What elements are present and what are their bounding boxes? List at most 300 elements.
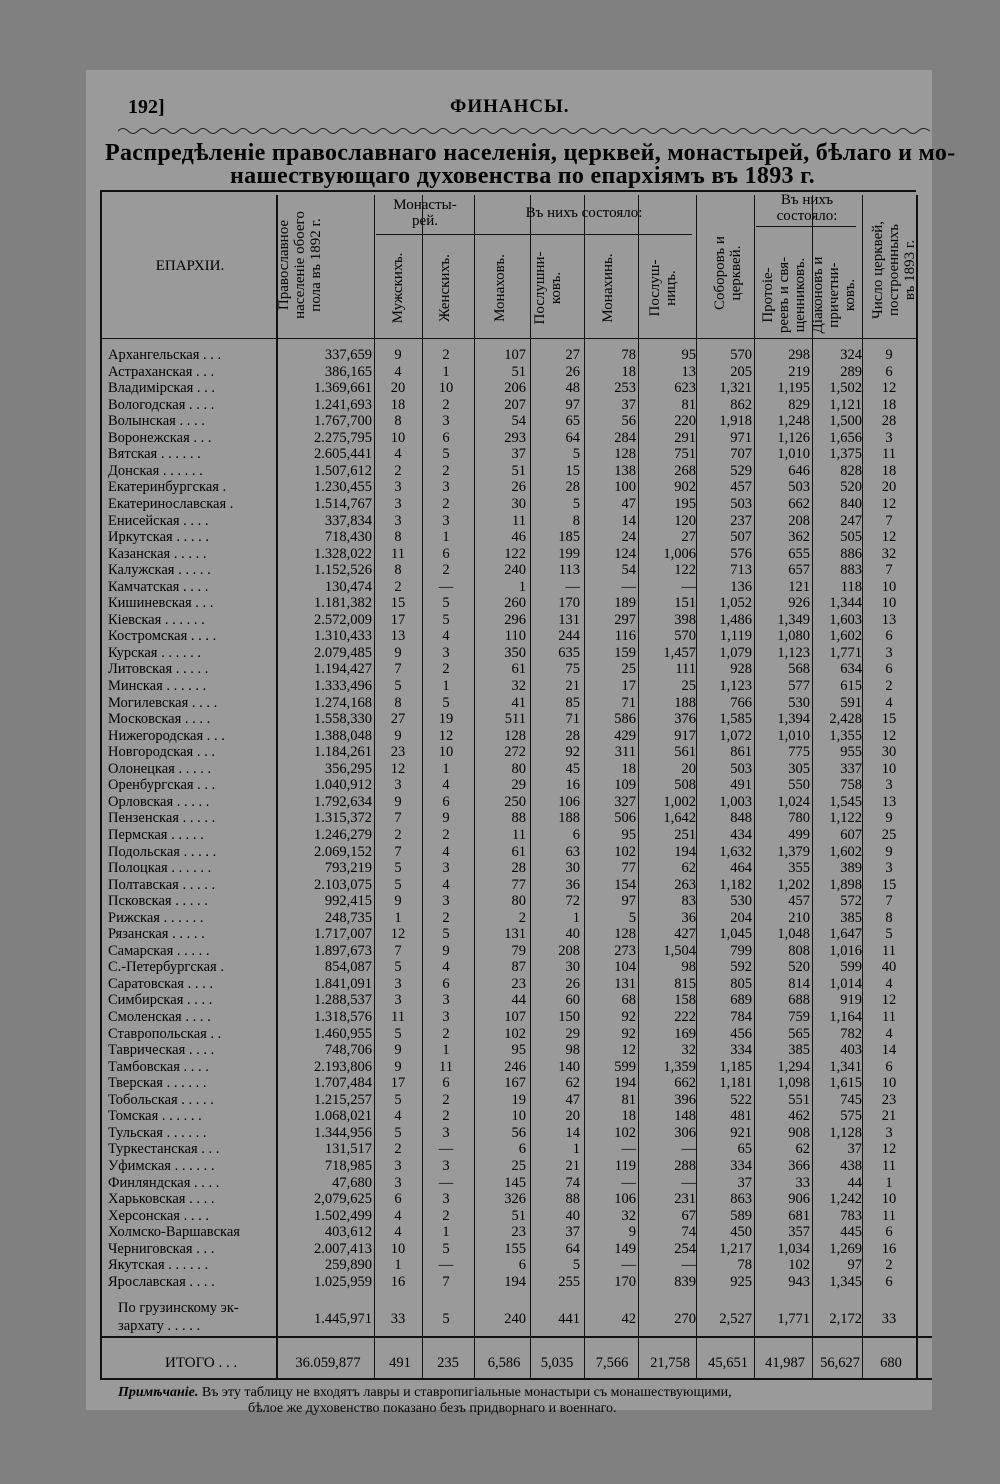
table-cell: 148: [674, 1108, 696, 1125]
table-cell: 1: [518, 578, 526, 595]
table-cell: 244: [558, 628, 580, 645]
table-cell: 11: [882, 1207, 896, 1224]
table-cell: 81: [681, 396, 696, 413]
eparchy-name: Могилевская . . . .: [108, 694, 218, 711]
table-cell: 272: [504, 744, 526, 761]
table-cell: 1.507,612: [314, 462, 372, 479]
table-cell: 119: [614, 1157, 636, 1174]
column-rule: [754, 195, 755, 1380]
table-cell: 14: [881, 1042, 897, 1059]
footnote-label: Примѣчаніе.: [118, 1385, 199, 1400]
table-cell: 688: [788, 992, 810, 1009]
table-cell: 766: [730, 694, 752, 711]
table-cell: —: [621, 1141, 636, 1158]
table-cell: 11: [391, 545, 405, 562]
table-cell: 15: [881, 711, 897, 728]
table-cell: 8: [885, 909, 893, 926]
table-cell: 508: [674, 777, 696, 794]
table-cell: 839: [674, 1273, 696, 1290]
eparchy-name: Вятская . . . . . .: [108, 446, 201, 463]
table-cell: 5: [442, 1240, 450, 1257]
table-cell: 7: [394, 810, 402, 827]
table-cell: 37: [847, 1141, 862, 1158]
table-cell: 1: [394, 909, 402, 926]
table-cell: 759: [788, 1009, 810, 1025]
table-cell: 1,647: [829, 926, 862, 943]
table-cell: 2: [442, 347, 450, 363]
table-cell: 5: [394, 1124, 402, 1141]
eparchy-name: Архангельская . . .: [108, 347, 222, 363]
table-cell: 1,242: [829, 1191, 862, 1208]
header-novices-m: [532, 243, 568, 333]
table-cell: 376: [674, 711, 696, 728]
georgia-row-cell: 1.445,971: [314, 1311, 372, 1327]
header-population: [276, 200, 326, 330]
table-cell: 1.460,955: [314, 1025, 372, 1042]
table-cell: 398: [674, 611, 696, 628]
table-cell: 5: [572, 1257, 580, 1274]
table-cell: 131: [558, 611, 580, 628]
table-cell: 561: [674, 744, 696, 761]
header-population-l2: населеніе обоего: [292, 211, 308, 319]
table-cell: 1,034: [777, 1240, 810, 1257]
table-cell: 520: [788, 959, 810, 976]
table-cell: 13: [681, 363, 696, 380]
table-cell: 12: [390, 760, 406, 777]
table-cell: 9: [394, 893, 402, 910]
table-cell: 6: [442, 1075, 450, 1092]
of-them2-subrule: [756, 226, 856, 227]
table-cell: 37: [621, 396, 636, 413]
table-cell: 195: [674, 495, 696, 512]
table-cell: 1.184,261: [314, 744, 372, 761]
table-cell: 21: [881, 1108, 897, 1125]
table-cell: 9: [394, 347, 402, 363]
eparchy-name: Черниговская . . .: [108, 1240, 215, 1257]
header-priests: [760, 245, 810, 345]
table-cell: 88: [511, 810, 526, 827]
table-cell: 1,248: [777, 413, 810, 430]
table-cell: 3: [394, 479, 402, 496]
table-cell: 1,098: [777, 1075, 810, 1092]
table-cell: 1.194,427: [314, 661, 372, 678]
table-cell: 751: [674, 446, 696, 463]
table-cell: 204: [730, 909, 752, 926]
georgia-row-cell: 5: [442, 1311, 450, 1327]
table-cell: 158: [674, 992, 696, 1009]
total-cell: 6,586: [487, 1355, 521, 1371]
table-cell: 246: [504, 1058, 526, 1075]
table-cell: 120: [674, 512, 696, 529]
table-cell: 385: [840, 909, 862, 926]
table-cell: 1,500: [829, 413, 862, 430]
table-cell: 72: [565, 893, 580, 910]
table-cell: 386,165: [324, 363, 372, 380]
table-cell: 1,344: [829, 595, 862, 612]
eparchy-name: Оренбургская . . .: [108, 777, 216, 794]
table-cell: 4: [442, 843, 450, 860]
table-cell: 917: [674, 727, 696, 744]
table-cell: 95: [511, 1042, 526, 1059]
table-cell: 16: [390, 1273, 406, 1290]
table-cell: 8: [394, 413, 402, 430]
table-cell: 9: [885, 347, 893, 363]
table-cell: 273: [614, 942, 636, 959]
table-cell: 122: [674, 562, 696, 579]
eparchy-name: Орловская . . . . .: [108, 793, 210, 810]
table-cell: 943: [788, 1273, 810, 1290]
table-cell: 334: [730, 1157, 752, 1174]
table-cell: 40: [881, 959, 897, 976]
table-cell: 81: [621, 1091, 636, 1108]
table-cell: 67: [681, 1207, 696, 1224]
table-cell: 1,164: [829, 1009, 862, 1025]
table-cell: 457: [730, 479, 752, 496]
table-cell: —: [438, 1141, 454, 1158]
table-cell: 102: [614, 1124, 636, 1141]
table-cell: 1,457: [663, 644, 696, 661]
table-cell: 550: [788, 777, 810, 794]
table-cell: 1.152,526: [314, 562, 372, 579]
table-cell: 840: [840, 495, 862, 512]
table-cell: 188: [674, 694, 696, 711]
table-cell: 206: [504, 380, 526, 397]
table-cell: 1.181,382: [314, 595, 372, 612]
table-cell: 20: [881, 479, 897, 496]
table-cell: —: [621, 578, 636, 595]
table-cell: 32: [681, 1042, 696, 1059]
table-cell: 4: [394, 1108, 402, 1125]
footnote-text2: бѣлое же духовенство показано безъ придворнаго и военнаго.: [248, 1401, 617, 1416]
table-cell: 130,474: [324, 578, 372, 595]
table-cell: 18: [390, 396, 406, 413]
eparchy-name: Рижская . . . . . .: [108, 909, 204, 926]
eparchy-name: Тверская . . . . . .: [108, 1075, 207, 1092]
eparchy-name: Туркестанская . . .: [108, 1141, 220, 1158]
table-cell: 95: [681, 347, 696, 363]
table-cell: 1,632: [719, 843, 752, 860]
table-cell: 170: [558, 595, 580, 612]
table-cell: 1.274,168: [314, 694, 372, 711]
table-cell: 4: [394, 1207, 402, 1224]
eparchy-name: Самарская . . . . .: [108, 942, 210, 959]
table-cell: 2,428: [829, 711, 862, 728]
eparchy-name: Екатеринославская .: [108, 495, 234, 512]
table-cell: 883: [840, 562, 862, 579]
table-cell: 481: [730, 1108, 752, 1125]
table-cell: 25: [511, 1157, 526, 1174]
table-cell: 23: [881, 1091, 897, 1108]
eparchy-name: Костромская . . . .: [108, 628, 217, 645]
table-cell: 1,003: [719, 793, 752, 810]
table-cell: 9: [394, 727, 402, 744]
of-them-subrule: [474, 234, 692, 235]
table-cell: 928: [730, 661, 752, 678]
table-cell: 40: [565, 1207, 580, 1224]
header-built-l2: построенныхъ: [886, 224, 902, 316]
table-title-line2: нашествующаго духовенства по епархіямъ въ 1893 г.: [230, 163, 815, 189]
table-cell: 3: [442, 992, 450, 1009]
table-cell: 2.007,413: [314, 1240, 372, 1257]
table-cell: 27: [390, 711, 406, 728]
table-cell: —: [565, 578, 580, 595]
table-cell: 36: [681, 909, 696, 926]
table-cell: 19: [438, 711, 454, 728]
table-cell: 62: [565, 1075, 580, 1092]
eparchy-name: Донская . . . . . .: [108, 462, 203, 479]
column-rule: [696, 195, 697, 1380]
eparchy-name: Ставропольская . .: [108, 1025, 222, 1042]
table-cell: 27: [565, 347, 580, 363]
table-cell: 298: [788, 347, 810, 363]
table-cell: 992,415: [324, 893, 372, 910]
table-cell: 210: [788, 909, 810, 926]
table-cell: 26: [565, 363, 580, 380]
table-cell: 188: [558, 810, 580, 827]
table-cell: 1,181: [719, 1075, 752, 1092]
table-cell: 6: [885, 661, 893, 678]
total-cell: 21,758: [650, 1355, 690, 1371]
decorative-rule: [118, 126, 930, 136]
eparchy-name: Псковская . . . . .: [108, 893, 208, 910]
table-cell: 6: [442, 429, 450, 446]
table-cell: 575: [840, 1108, 862, 1125]
eparchy-name: Нижегородская . . .: [108, 727, 225, 744]
table-cell: 520: [840, 479, 862, 496]
table-cell: 886: [840, 545, 862, 562]
table-cell: 3: [442, 512, 450, 529]
table-cell: 48: [565, 380, 580, 397]
table-cell: 971: [730, 429, 752, 446]
georgia-row-cell: 270: [674, 1311, 696, 1327]
eparchy-name: Таврическая . . . .: [108, 1042, 215, 1059]
table-cell: 6: [885, 1273, 893, 1290]
page-number: 192]: [128, 96, 165, 118]
table-cell: 863: [730, 1191, 752, 1208]
table-cell: 829: [788, 396, 810, 413]
table-cell: 268: [674, 462, 696, 479]
table-cell: 10: [881, 1191, 897, 1208]
table-cell: 427: [674, 926, 696, 943]
table-cell: 815: [674, 975, 696, 992]
eparchy-name: Екатеринбургская .: [108, 479, 227, 496]
table-cell: 155: [504, 1240, 526, 1257]
table-cell: 1,602: [829, 628, 862, 645]
column-rule: [474, 195, 475, 1380]
eparchy-name: Олонецкая . . . . .: [108, 760, 212, 777]
table-cell: 1,024: [777, 793, 810, 810]
table-cell: 6: [885, 363, 893, 380]
table-cell: 75: [565, 661, 580, 678]
table-cell: 337,834: [324, 512, 372, 529]
total-cell: 680: [880, 1355, 902, 1371]
table-cell: 570: [674, 628, 696, 645]
table-cell: 10: [881, 595, 897, 612]
table-cell: 9: [885, 843, 893, 860]
table-cell: 40: [565, 926, 580, 943]
table-cell: 8: [572, 512, 580, 529]
table-cell: 919: [840, 992, 862, 1009]
table-cell: 3: [885, 860, 893, 877]
table-cell: 45: [565, 760, 580, 777]
table-cell: 18: [621, 363, 636, 380]
total-cell: 7,566: [595, 1355, 629, 1371]
table-cell: 1,486: [719, 611, 752, 628]
table-cell: 1.328,022: [314, 545, 372, 562]
table-cell: 253: [614, 380, 636, 397]
table-cell: 37: [565, 1224, 580, 1241]
table-cell: 128: [614, 926, 636, 943]
table-cell: 2: [442, 1108, 450, 1125]
total-label: ИТОГО . . .: [165, 1355, 238, 1371]
table-cell: 83: [681, 893, 696, 910]
table-cell: 2: [394, 1141, 402, 1158]
eparchy-name: Финляндская . . . .: [108, 1174, 220, 1191]
table-cell: 4: [885, 1025, 893, 1042]
header-churches-l1: Соборовъ и: [712, 236, 728, 310]
table-cell: 1: [442, 1042, 450, 1059]
eparchy-name: Полоцкая . . . . . .: [108, 860, 212, 877]
table-cell: 1,269: [829, 1240, 862, 1257]
georgia-row-cell: 42: [621, 1311, 636, 1327]
table-cell: 284: [614, 429, 636, 446]
table-cell: 54: [511, 413, 526, 430]
table-cell: 5: [394, 876, 402, 893]
table-cell: 1,045: [719, 926, 752, 943]
table-cell: 2: [442, 909, 450, 926]
table-cell: 159: [614, 644, 636, 661]
table-cell: 1,119: [719, 628, 752, 645]
table-cell: 1,394: [777, 711, 810, 728]
table-cell: 3: [442, 644, 450, 661]
table-cell: 5: [442, 595, 450, 612]
table-cell: 95: [621, 826, 636, 843]
header-of-them2-l2: состояло:: [776, 208, 838, 224]
table-cell: 2.069,152: [314, 843, 372, 860]
table-cell: 88: [565, 1191, 580, 1208]
table-cell: 97: [847, 1257, 862, 1274]
header-priests-l1: Протоіе-: [760, 267, 776, 323]
table-cell: 1.388,048: [314, 727, 372, 744]
header-novices-f-l1: Послуш-: [647, 259, 663, 317]
table-cell: 5: [572, 495, 580, 512]
table-cell: 10: [881, 760, 897, 777]
header-churches-l2: церквей.: [728, 245, 744, 301]
column-rule: [100, 190, 102, 1380]
table-cell: 586: [614, 711, 636, 728]
table-cell: 327: [614, 793, 636, 810]
table-cell: 570: [730, 347, 752, 363]
table-cell: 12: [621, 1042, 636, 1059]
column-rule: [422, 195, 423, 1380]
table-cell: 30: [565, 860, 580, 877]
table-cell: 154: [614, 876, 636, 893]
header-population-l3: пола въ 1892 г.: [308, 218, 324, 312]
table-cell: 646: [788, 462, 810, 479]
table-cell: 9: [628, 1224, 636, 1241]
table-cell: 334: [730, 1042, 752, 1059]
table-cell: 1,603: [829, 611, 862, 628]
table-cell: 1,918: [719, 413, 752, 430]
table-cell: 6: [518, 1257, 526, 1274]
table-cell: 131: [504, 926, 526, 943]
table-cell: 18: [881, 462, 897, 479]
table-cell: 62: [795, 1141, 810, 1158]
table-cell: 6: [394, 1191, 402, 1208]
table-cell: 713: [730, 562, 752, 579]
table-cell: 92: [621, 1025, 636, 1042]
eparchy-name: С.-Петербургская .: [108, 959, 224, 976]
table-cell: 3: [394, 992, 402, 1009]
table-cell: 2: [442, 826, 450, 843]
table-cell: 457: [788, 893, 810, 910]
georgia-row-cell: 1,771: [777, 1311, 810, 1327]
georgia-row-name-l2: зархату . . . . .: [118, 1318, 201, 1334]
header-deacons-l1: Діаконовъ и: [810, 256, 826, 334]
eparchy-name: Московская . . . .: [108, 711, 211, 728]
table-cell: 357: [788, 1224, 810, 1241]
table-cell: 3: [442, 1124, 450, 1141]
table-cell: 1,504: [663, 942, 696, 959]
table-cell: 2: [885, 1257, 893, 1274]
table-cell: 3: [394, 975, 402, 992]
table-cell: 12: [881, 495, 897, 512]
table-cell: 6: [442, 975, 450, 992]
table-cell: 1,615: [829, 1075, 862, 1092]
table-cell: 1,079: [719, 644, 752, 661]
table-cell: 71: [621, 694, 636, 711]
table-cell: 551: [788, 1091, 810, 1108]
table-cell: 3: [394, 495, 402, 512]
table-cell: 9: [394, 793, 402, 810]
table-cell: 293: [504, 429, 526, 446]
table-cell: 11: [512, 826, 526, 843]
table-cell: 2: [442, 562, 450, 579]
table-cell: 655: [788, 545, 810, 562]
table-cell: 7: [442, 1273, 450, 1290]
table-cell: 799: [730, 942, 752, 959]
table-cell: 828: [840, 462, 862, 479]
table-cell: 311: [614, 744, 636, 761]
table-cell: 3: [442, 413, 450, 430]
eparchy-name: Иркутская . . . . .: [108, 529, 209, 546]
table-cell: 3: [885, 429, 893, 446]
table-cell: 2: [442, 462, 450, 479]
table-cell: —: [681, 1257, 696, 1274]
table-cell: 464: [730, 860, 752, 877]
table-cell: 17: [621, 678, 636, 694]
table-cell: 138: [614, 462, 636, 479]
table-cell: 623: [674, 380, 696, 397]
header-churches: [712, 213, 748, 333]
table-cell: 259,890: [324, 1257, 372, 1274]
table-cell: 1,016: [829, 942, 862, 959]
table-cell: 61: [511, 661, 526, 678]
total-cell: 36.059,877: [295, 1355, 361, 1371]
table-cell: 170: [614, 1273, 636, 1290]
table-cell: 8: [394, 562, 402, 579]
table-cell: 1,080: [777, 628, 810, 645]
total-cell: 41,987: [765, 1355, 805, 1371]
table-cell: 2.079,485: [314, 644, 372, 661]
table-cell: 1: [442, 529, 450, 546]
table-cell: 5: [442, 694, 450, 711]
table-cell: 13: [881, 793, 897, 810]
table-cell: 51: [511, 462, 526, 479]
table-cell: 2: [394, 578, 402, 595]
table-cell: 718,430: [324, 529, 372, 546]
eparchy-name: Казанская . . . . .: [108, 545, 207, 562]
